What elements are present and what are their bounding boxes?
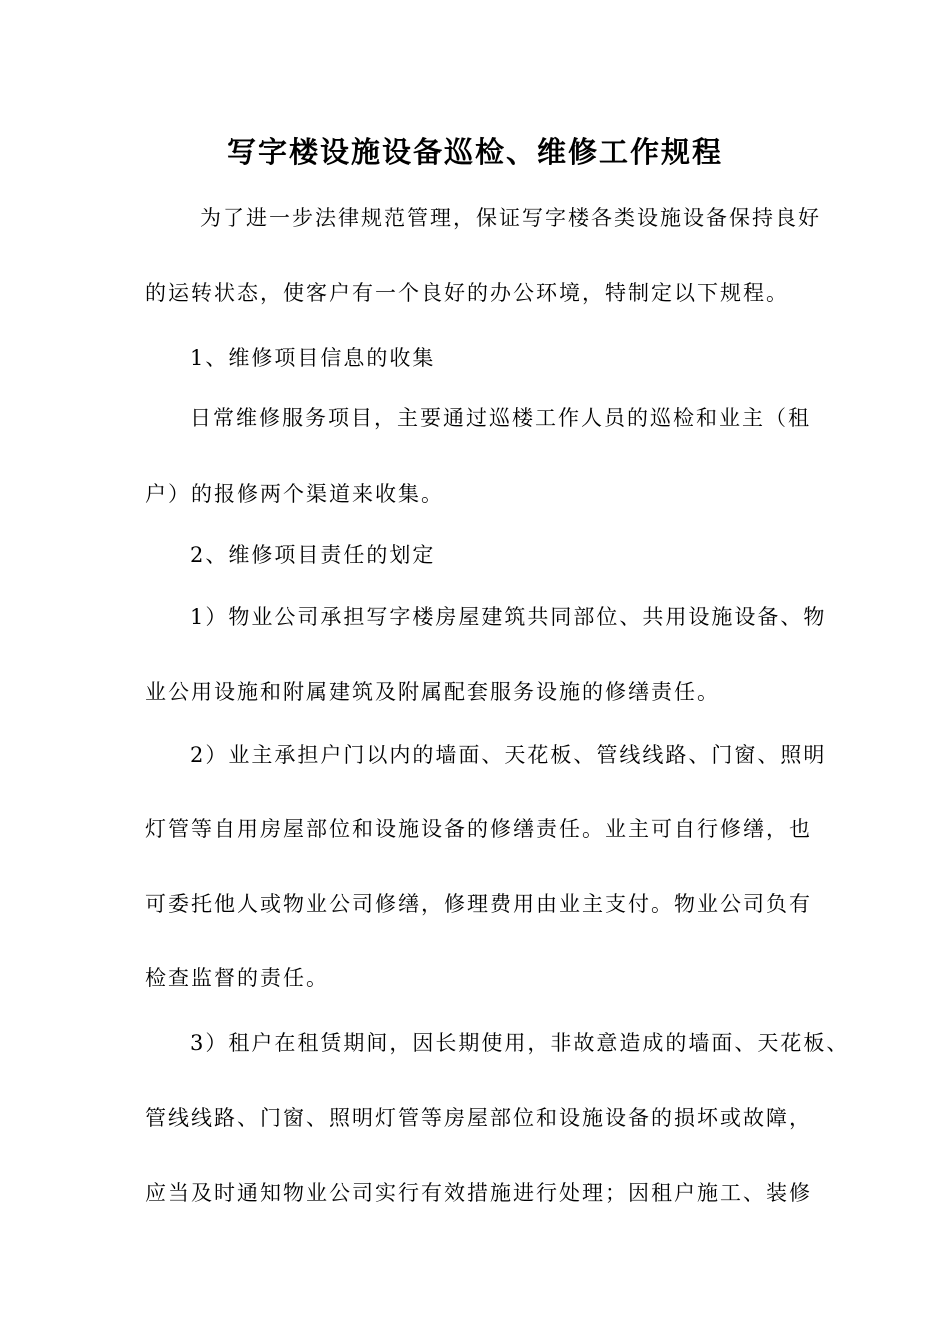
paragraph-line: 2）业主承担户门以内的墙面、天花板、管线线路、门窗、照明 [190, 743, 827, 767]
paragraph-line: 可委托他人或物业公司修缮，修理费用由业主支付。物业公司负有 [145, 892, 812, 916]
paragraph-line: 3）租户在租赁期间，因长期使用，非故意造成的墙面、天花板、 [190, 1031, 850, 1055]
paragraph-line: 检查监督的责任。 [145, 966, 329, 990]
paragraph-line: 灯管等自用房屋部位和设施设备的修缮责任。业主可自行修缮，也 [145, 817, 812, 841]
paragraph-line: 户）的报修两个渠道来收集。 [145, 482, 444, 506]
section-heading: 1、维修项目信息的收集 [190, 346, 436, 370]
paragraph-line: 应当及时通知物业公司实行有效措施进行处理；因租户施工、装修 [145, 1181, 812, 1205]
paragraph-line: 日常维修服务项目，主要通过巡楼工作人员的巡检和业主（租 [190, 406, 811, 430]
paragraph-line: 业公用设施和附属建筑及附属配套服务设施的修缮责任。 [145, 680, 720, 704]
section-heading: 2、维修项目责任的划定 [190, 543, 436, 567]
paragraph-line: 的运转状态，使客户有一个良好的办公环境，特制定以下规程。 [145, 281, 789, 305]
paragraph-line: 为了进一步法律规范管理，保证写字楼各类设施设备保持良好 [200, 206, 821, 230]
paragraph-line: 1）物业公司承担写字楼房屋建筑共同部位、共用设施设备、物 [190, 605, 827, 629]
paragraph-line: 管线线路、门窗、照明灯管等房屋部位和设施设备的损坏或故障， [145, 1106, 812, 1130]
document-title: 写字楼设施设备巡检、维修工作规程 [226, 135, 723, 169]
